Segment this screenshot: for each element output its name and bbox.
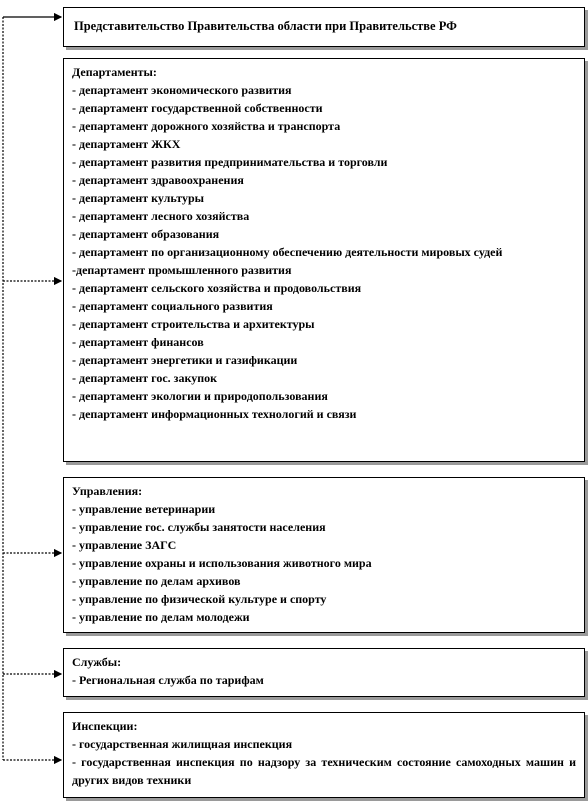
department-item: - департамент здравоохранения (72, 173, 244, 187)
directorate-item: - управление охраны и использования животного мира (72, 556, 372, 570)
department-item: - департамент дорожного хозяйства и транспорта (72, 119, 341, 133)
department-item: - департамент информационных технологий и связи (72, 407, 357, 421)
inspections-box (63, 712, 585, 798)
directorates-box (63, 477, 585, 633)
inspections-title: Инспекции: (72, 719, 138, 733)
department-item: - департамент по организационному обеспечению деятельности мировых судей (72, 245, 503, 259)
directorate-item: - управление ветеринарии (72, 502, 216, 516)
department-item: -департамент промышленного развития (72, 263, 292, 277)
header-box (63, 7, 585, 47)
directorate-item: - управление гос. службы занятости населения (72, 520, 326, 534)
department-item: - департамент энергетики и газификации (72, 353, 298, 367)
department-item: - департамент лесного хозяйства (72, 209, 250, 223)
inspection-item: - государственная жилищная инспекция (72, 737, 293, 751)
department-item: - департамент сельского хозяйства и продовольствия (72, 281, 362, 295)
department-item: - департамент строительства и архитектуры (72, 317, 315, 331)
service-item: - Региональная служба по тарифам (72, 673, 264, 687)
department-item: - департамент государственной собственности (72, 101, 323, 115)
inspections-list (72, 735, 576, 789)
department-item: - департамент финансов (72, 335, 204, 349)
department-item: - департамент ЖКХ (72, 137, 181, 151)
services-list (72, 671, 576, 689)
department-item: - департамент социального развития (72, 299, 273, 313)
department-item: - департамент культуры (72, 191, 205, 205)
department-item: - департамент образования (72, 227, 220, 241)
departments-list (72, 81, 576, 423)
inspection-item: - государственная инспекция по надзору за техническим состояние самоходных машин и других видов техники (72, 755, 576, 787)
directorate-item: - управление ЗАГС (72, 538, 177, 552)
departments-box (63, 58, 585, 462)
department-item: - департамент гос. закупок (72, 371, 218, 385)
header-title: Представительство Правительства области при Правительстве РФ (74, 19, 457, 33)
services-title: Службы: (72, 655, 122, 669)
services-box (63, 648, 585, 697)
directorates-title: Управления: (72, 484, 143, 498)
directorate-item: - управление по делам архивов (72, 574, 241, 588)
directorates-list (72, 500, 576, 626)
directorate-item: - управление по физической культуре и спорту (72, 592, 327, 606)
departments-title: Департаменты: (72, 65, 157, 79)
department-item: - департамент экологии и природопользования (72, 389, 328, 403)
department-item: - департамент развития предпринимательства и торговли (72, 155, 388, 169)
department-item: - департамент экономического развития (72, 83, 292, 97)
directorate-item: - управление по делам молодежи (72, 610, 250, 624)
